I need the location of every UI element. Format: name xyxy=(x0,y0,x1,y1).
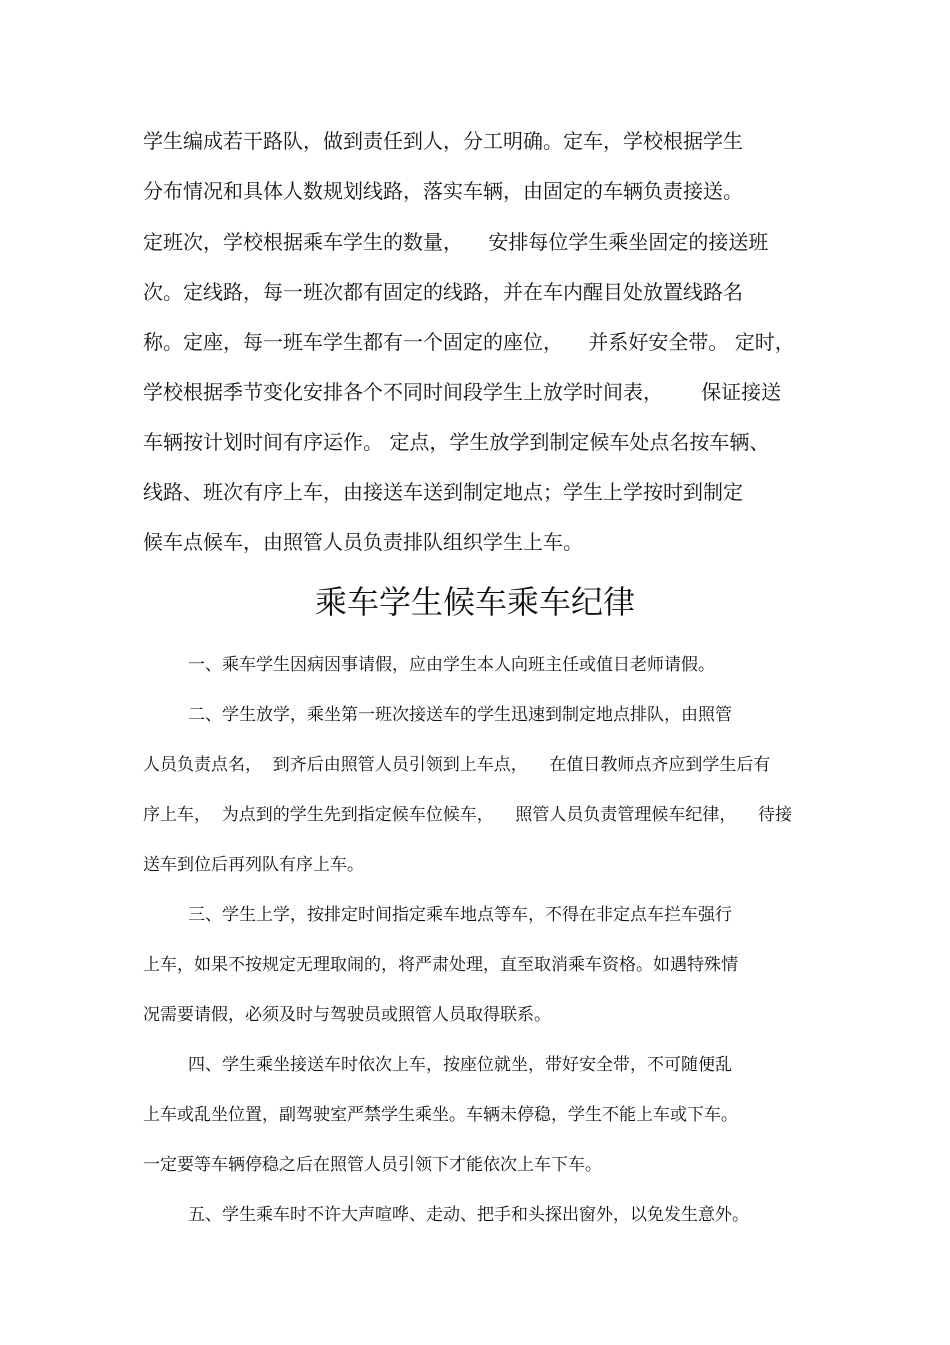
intro-line: 称。定座，每一班车学生都有一个固定的座位， 并系好安全带。 定时， xyxy=(143,330,795,354)
rule-line: 上车，如果不按规定无理取闹的，将严肃处理，直至取消乘车资格。如遇特殊情 xyxy=(143,955,738,975)
intro-line: 候车点候车，由照管人员负责排队组织学生上车。 xyxy=(143,530,583,554)
intro-line: 线路、班次有序上车，由接送车送到制定地点；学生上学按时到制定 xyxy=(143,480,743,504)
rule-line: 序上车， 为点到的学生先到指定候车位候车， 照管人员负责管理候车纪律， 待接 xyxy=(143,805,793,825)
rule-line: 一、乘车学生因病因事请假，应由学生本人向班主任或值日老师请假。 xyxy=(188,655,715,675)
rule-line: 一定要等车辆停稳之后在照管人员引领下才能依次上车下车。 xyxy=(143,1155,602,1175)
intro-line: 车辆按计划时间有序运作。 定点，学生放学到制定候车处点名按车辆、 xyxy=(143,430,770,454)
rule-line: 人员负责点名， 到齐后由照管人员引领到上车点， 在值日教师点齐应到学生后有 xyxy=(143,755,771,775)
rule-line: 送车到位后再列队有序上车。 xyxy=(143,855,364,875)
intro-line: 定班次，学校根据乘车学生的数量， 安排每位学生乘坐固定的接送班 xyxy=(143,230,769,254)
section-title: 乘车学生候车乘车纪律 xyxy=(314,583,635,621)
intro-line: 分布情况和具体人数规划线路，落实车辆，由固定的车辆负责接送。 xyxy=(143,179,743,203)
intro-line: 学生编成若干路队，做到责任到人，分工明确。定车，学校根据学生 xyxy=(143,129,743,153)
rule-line: 况需要请假，必须及时与驾驶员或照管人员取得联系。 xyxy=(143,1005,551,1025)
rule-line: 上车或乱坐位置，副驾驶室严禁学生乘坐。车辆未停稳，学生不能上车或下车。 xyxy=(143,1105,738,1125)
intro-line: 次。定线路，每一班次都有固定的线路，并在车内醒目处放置线路名 xyxy=(143,280,743,304)
rule-line: 五、学生乘车时不许大声喧哗、走动、把手和头探出窗外，以免发生意外。 xyxy=(188,1205,749,1225)
rule-line: 三、学生上学，按排定时间指定乘车地点等车，不得在非定点车拦车强行 xyxy=(188,905,732,925)
intro-line: 学校根据季节变化安排各个不同时间段学生上放学时间表， 保证接送 xyxy=(143,380,782,404)
rule-line: 四、学生乘坐接送车时依次上车，按座位就坐，带好安全带，不可随便乱 xyxy=(188,1055,732,1075)
rule-line: 二、学生放学，乘坐第一班次接送车的学生迅速到制定地点排队，由照管 xyxy=(188,705,732,725)
